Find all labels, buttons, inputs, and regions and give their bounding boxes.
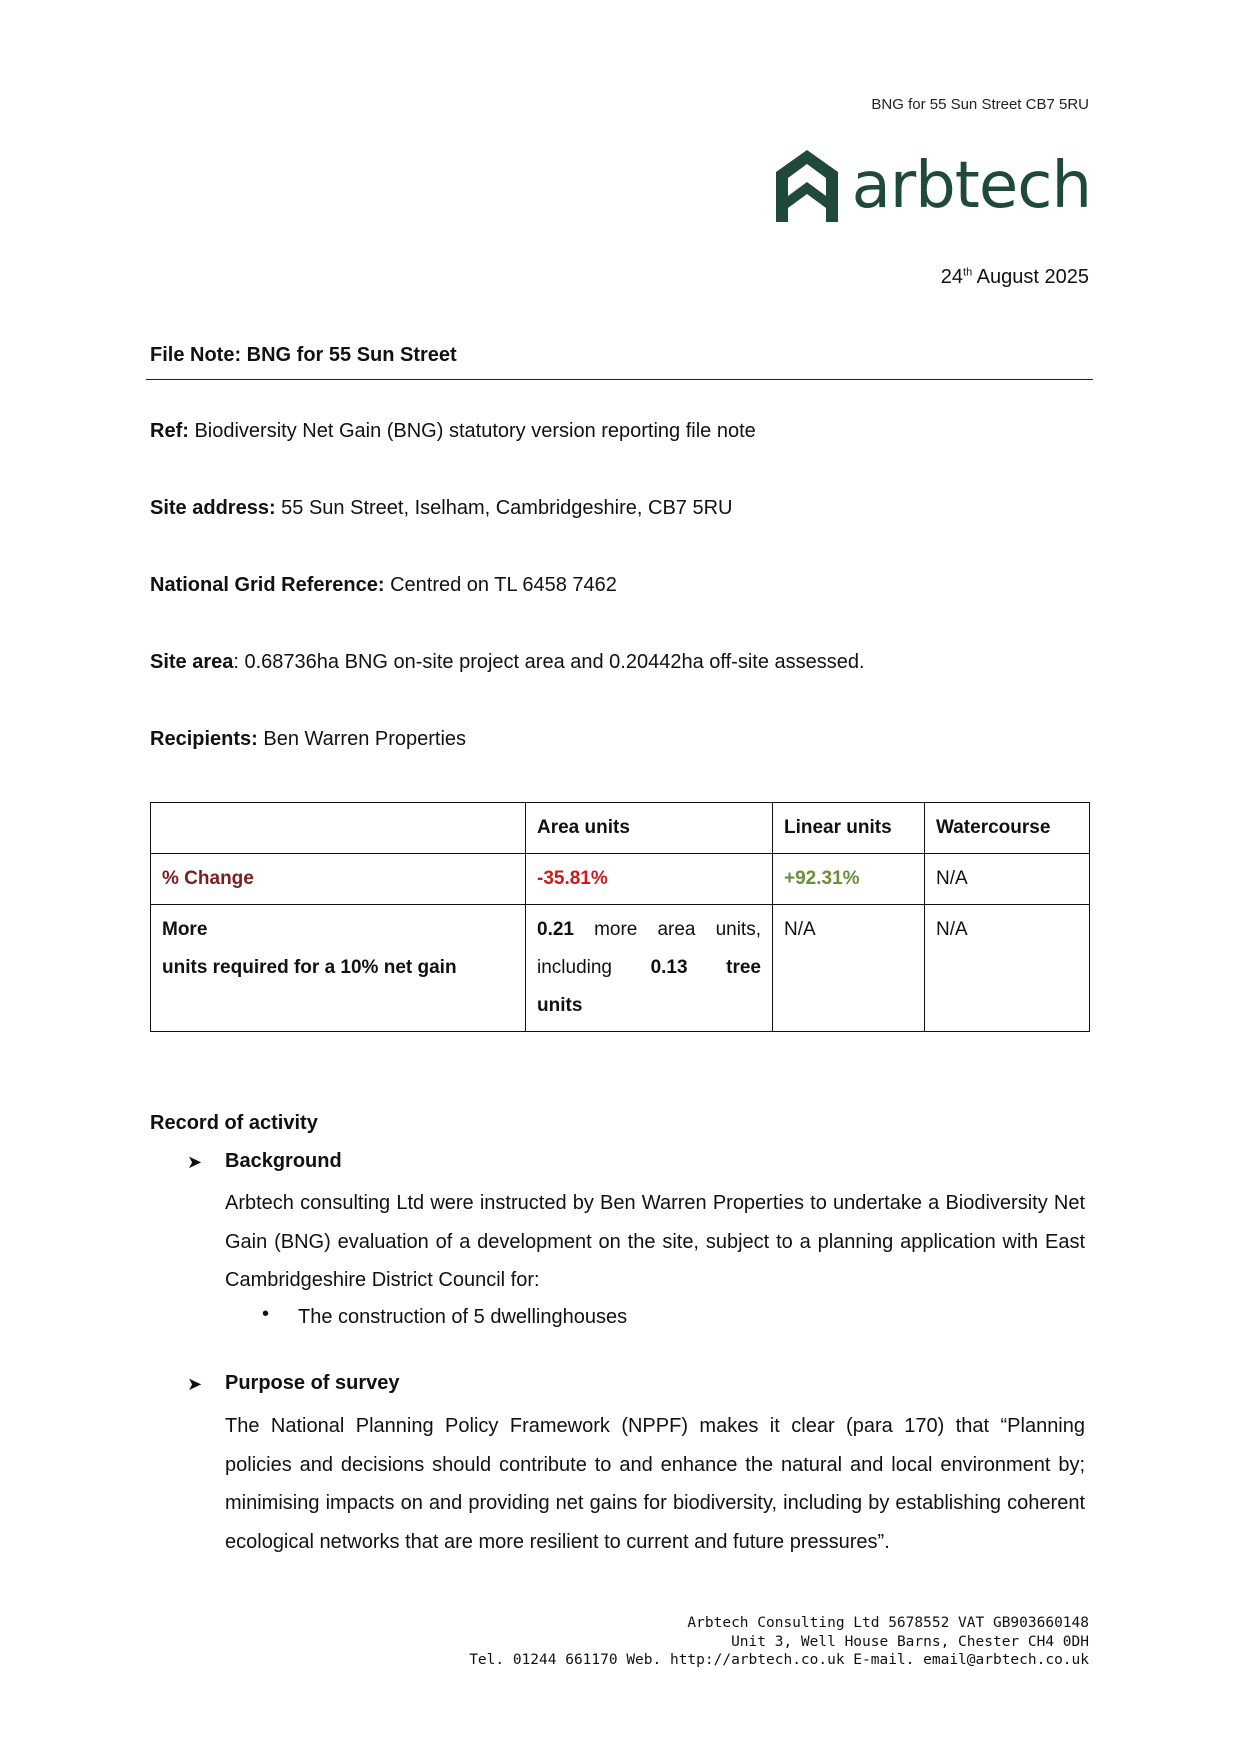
field-grid-reference: National Grid Reference: Centred on TL 6458 7462 <box>150 574 617 596</box>
table-row-more <box>151 905 1090 1032</box>
logo-wordmark: arbtech <box>851 149 1091 223</box>
title-divider <box>146 379 1093 380</box>
change-watercourse-value: N/A <box>925 854 1090 905</box>
more-linear-value: N/A <box>773 905 925 1032</box>
table-row-change <box>151 854 1090 905</box>
bng-summary-table <box>150 802 1090 1032</box>
file-note-title: File Note: BNG for 55 Sun Street <box>150 344 457 366</box>
more-label: More units required for a 10% net gain <box>151 905 526 1032</box>
change-area-value: -35.81% <box>526 854 773 905</box>
arbtech-house-icon <box>776 150 838 222</box>
field-recipients: Recipients: Ben Warren Properties <box>150 728 467 750</box>
arrow-bullet-icon: ➤ <box>187 1152 203 1172</box>
background-bullet: The construction of 5 dwellinghouses <box>298 1306 628 1328</box>
document-date: 24th August 2025 <box>940 266 1089 288</box>
background-heading: Background <box>225 1150 342 1172</box>
field-ref: Ref: Biodiversity Net Gain (BNG) statutory version reporting file note <box>150 420 756 442</box>
more-watercourse-value: N/A <box>925 905 1090 1032</box>
more-area-value: 0.21 more area units, including 0.13 tree units <box>526 905 773 1032</box>
record-of-activity-title: Record of activity <box>150 1112 318 1134</box>
table-header-cell: Watercourse <box>925 803 1090 854</box>
arbtech-logo <box>776 150 1091 222</box>
table-header-cell <box>151 803 526 854</box>
change-linear-value: +92.31% <box>773 854 925 905</box>
table-header-row <box>151 803 1090 854</box>
purpose-text: The National Planning Policy Framework (NPPF) makes it clear (para 170) that “Planning policies and decisions should contribute to and enhance the natural and local environment by; minimising impacts on and providing net gains for biodiversity, including by establishing coherent ecological networks that are more resilient to current and future pressures”. <box>225 1415 1085 1553</box>
field-site-address: Site address: 55 Sun Street, Iselham, Cambridgeshire, CB7 5RU <box>150 497 733 519</box>
header-reference: BNG for 55 Sun Street CB7 5RU <box>871 96 1089 113</box>
footer-company-info: Arbtech Consulting Ltd 5678552 VAT GB903660148 Unit 3, Well House Barns, Chester CH4 0DH Tel. 01244 661170 Web. http://arbtech.co.uk E-mail. email@arbtech.co.uk <box>469 1615 1089 1668</box>
background-text: Arbtech consulting Ltd were instructed by Ben Warren Properties to undertake a Biodiversity Net Gain (BNG) evaluation of a development on the site, subject to a planning application with East Cambridgeshire District Council for: <box>225 1192 1085 1291</box>
arrow-bullet-icon: ➤ <box>187 1374 203 1394</box>
table-header-cell: Area units <box>526 803 773 854</box>
purpose-heading: Purpose of survey <box>225 1372 400 1394</box>
table-header-cell: Linear units <box>773 803 925 854</box>
field-site-area: Site area: 0.68736ha BNG on-site project area and 0.20442ha off-site assessed. <box>150 651 865 673</box>
change-label: % Change <box>151 854 526 905</box>
bullet-dot-icon: • <box>262 1303 270 1325</box>
